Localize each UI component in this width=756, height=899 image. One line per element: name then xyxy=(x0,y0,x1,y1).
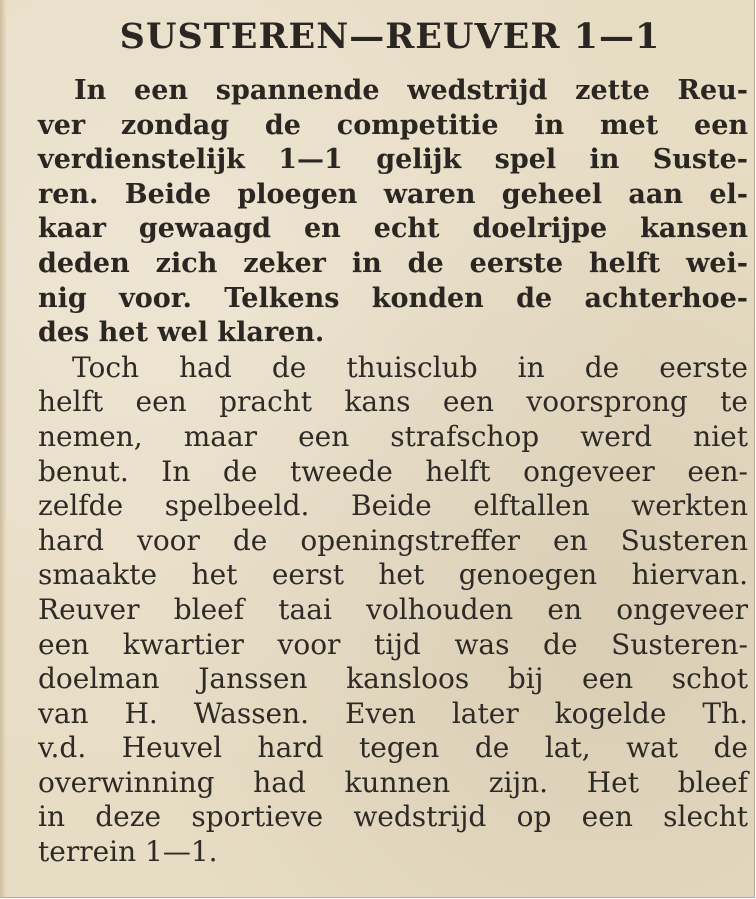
lead-line: ren. Beide ploegen waren geheel aan el- xyxy=(38,178,748,210)
body-line: in deze sportieve wedstrijd op een slecht xyxy=(38,800,748,834)
body-line: overwinning had kunnen zijn. Het bleef xyxy=(38,765,748,799)
body-line: v.d. Heuvel hard tegen de lat, wat de xyxy=(38,731,748,765)
body-line: zelfde spelbeeld. Beide elftallen werkten xyxy=(38,489,748,523)
clipping-edge xyxy=(0,0,6,897)
body-line: doelman Janssen kansloos bij een schot xyxy=(38,662,748,696)
article-body xyxy=(38,74,748,870)
lead-line: ver zondag de competitie in met een xyxy=(38,109,748,141)
body-line: een kwartier voor tijd was de Susteren- xyxy=(38,627,748,661)
body-line: smaakte het eerst het genoegen hiervan. xyxy=(38,558,748,592)
body-line: hard voor de openingstreffer en Susteren xyxy=(38,523,748,557)
body-line: helft een pracht kans een voorsprong te xyxy=(38,385,748,419)
lead-line: verdienstelijk 1—1 gelijk spel in Suste- xyxy=(38,144,748,176)
body-line: Reuver bleef taai volhouden en ongeveer xyxy=(38,592,748,626)
lead-line: nig voor. Telkens konden de achterhoe- xyxy=(38,282,748,314)
lead-line: In een spannende wedstrijd zette Reu- xyxy=(74,75,748,106)
lead-line: deden zich zeker in de eerste helft wei- xyxy=(38,247,748,279)
body-line: Toch had de thuisclub in de eerste xyxy=(72,350,748,384)
body-line: terrein 1—1. xyxy=(38,835,218,869)
body-line: van H. Wassen. Even later kogelde Th. xyxy=(38,696,748,730)
lead-line: kaar gewaagd en echt doelrijpe kansen xyxy=(38,213,748,245)
body-line: nemen, maar een strafschop werd niet xyxy=(38,419,748,453)
article-headline: SUSTEREN—REUVER 1—1 xyxy=(119,16,661,57)
body-line: benut. In de tweede helft ongeveer een- xyxy=(38,454,748,488)
lead-line: des het wel klaren. xyxy=(38,317,325,349)
